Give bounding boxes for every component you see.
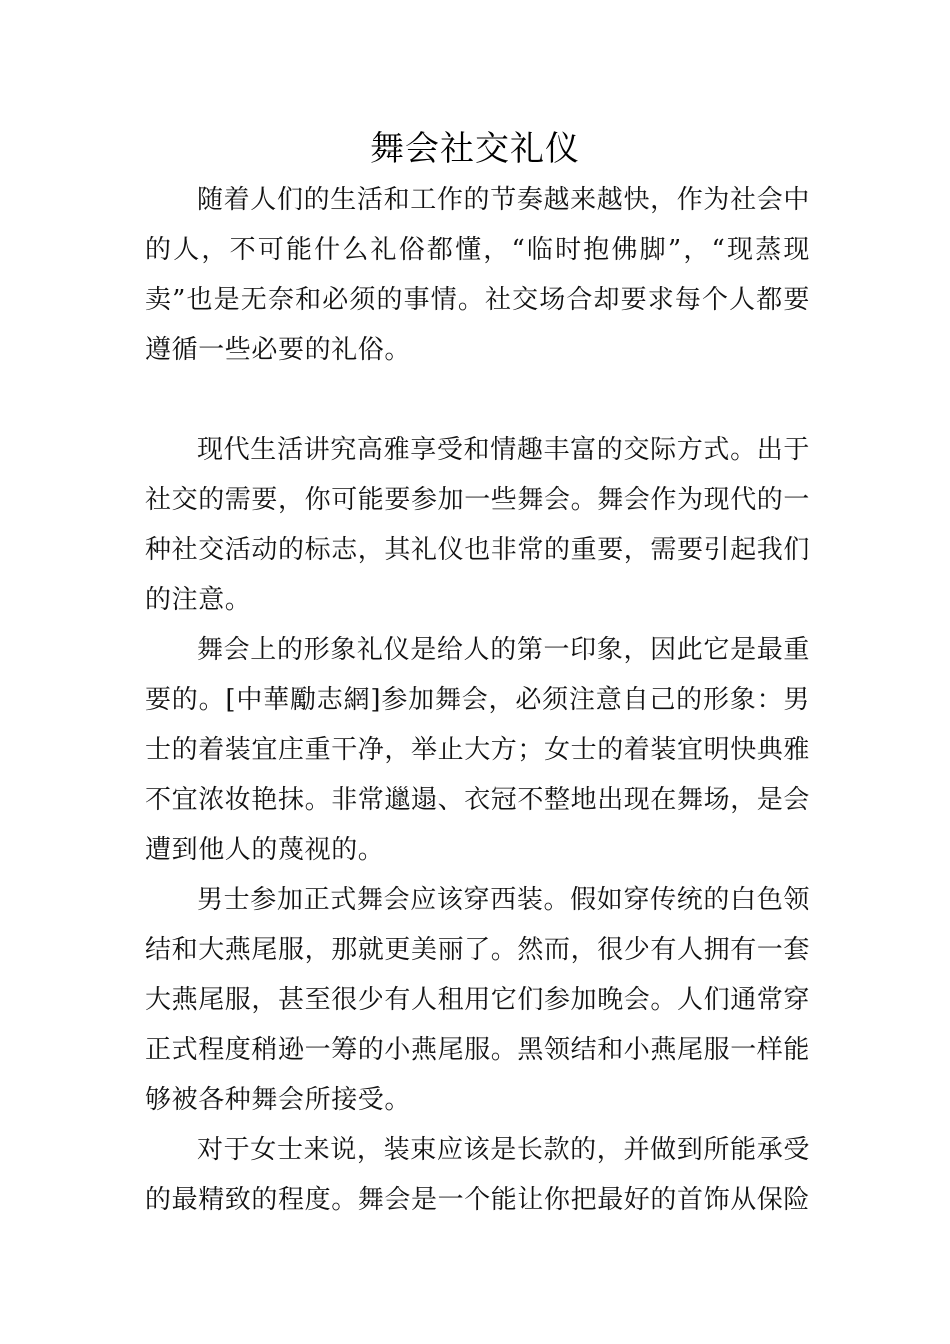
paragraph-women-attire: 对于女士来说，装束应该是长款的，并做到所能承受的最精致的程度。舞会是一个能让你把最好的首饰从保险 [145, 1135, 811, 1215]
paragraph-image-etiquette: 舞会上的形象礼仪是给人的第一印象，因此它是最重要的。[中華勵志網]参加舞会，必须注意自己的形象：男士的着装宜庄重干净，举止大方；女士的着装宜明快典雅不宜浓妆艳抹。非常邋遢、衣冠不整地出现在舞场，是会遭到他人的蔑视的。 [145, 635, 811, 865]
paragraph-modern-life: 现代生活讲究高雅享受和情趣丰富的交际方式。出于社交的需要，你可能要参加一些舞会。舞会作为现代的一种社交活动的标志，其礼仪也非常的重要，需要引起我们的注意。 [145, 435, 811, 615]
document-title: 舞会社交礼仪 [370, 129, 580, 169]
paragraph-intro: 随着人们的生活和工作的节奏越来越快，作为社会中的人，不可能什么礼俗都懂，“临时抱佛脚”，“现蒸现卖”也是无奈和必须的事情。社交场合却要求每个人都要遵循一些必要的礼俗。 [145, 185, 810, 365]
paragraph-men-attire: 男士参加正式舞会应该穿西装。假如穿传统的白色领结和大燕尾服，那就更美丽了。然而，很少有人拥有一套大燕尾服，甚至很少有人租用它们参加晚会。人们通常穿正式程度稍逊一筹的小燕尾服。黑领结和小燕尾服一样能够被各种舞会所接受。 [145, 885, 811, 1115]
document-body [145, 175, 810, 1225]
paragraph-gap [145, 375, 810, 425]
